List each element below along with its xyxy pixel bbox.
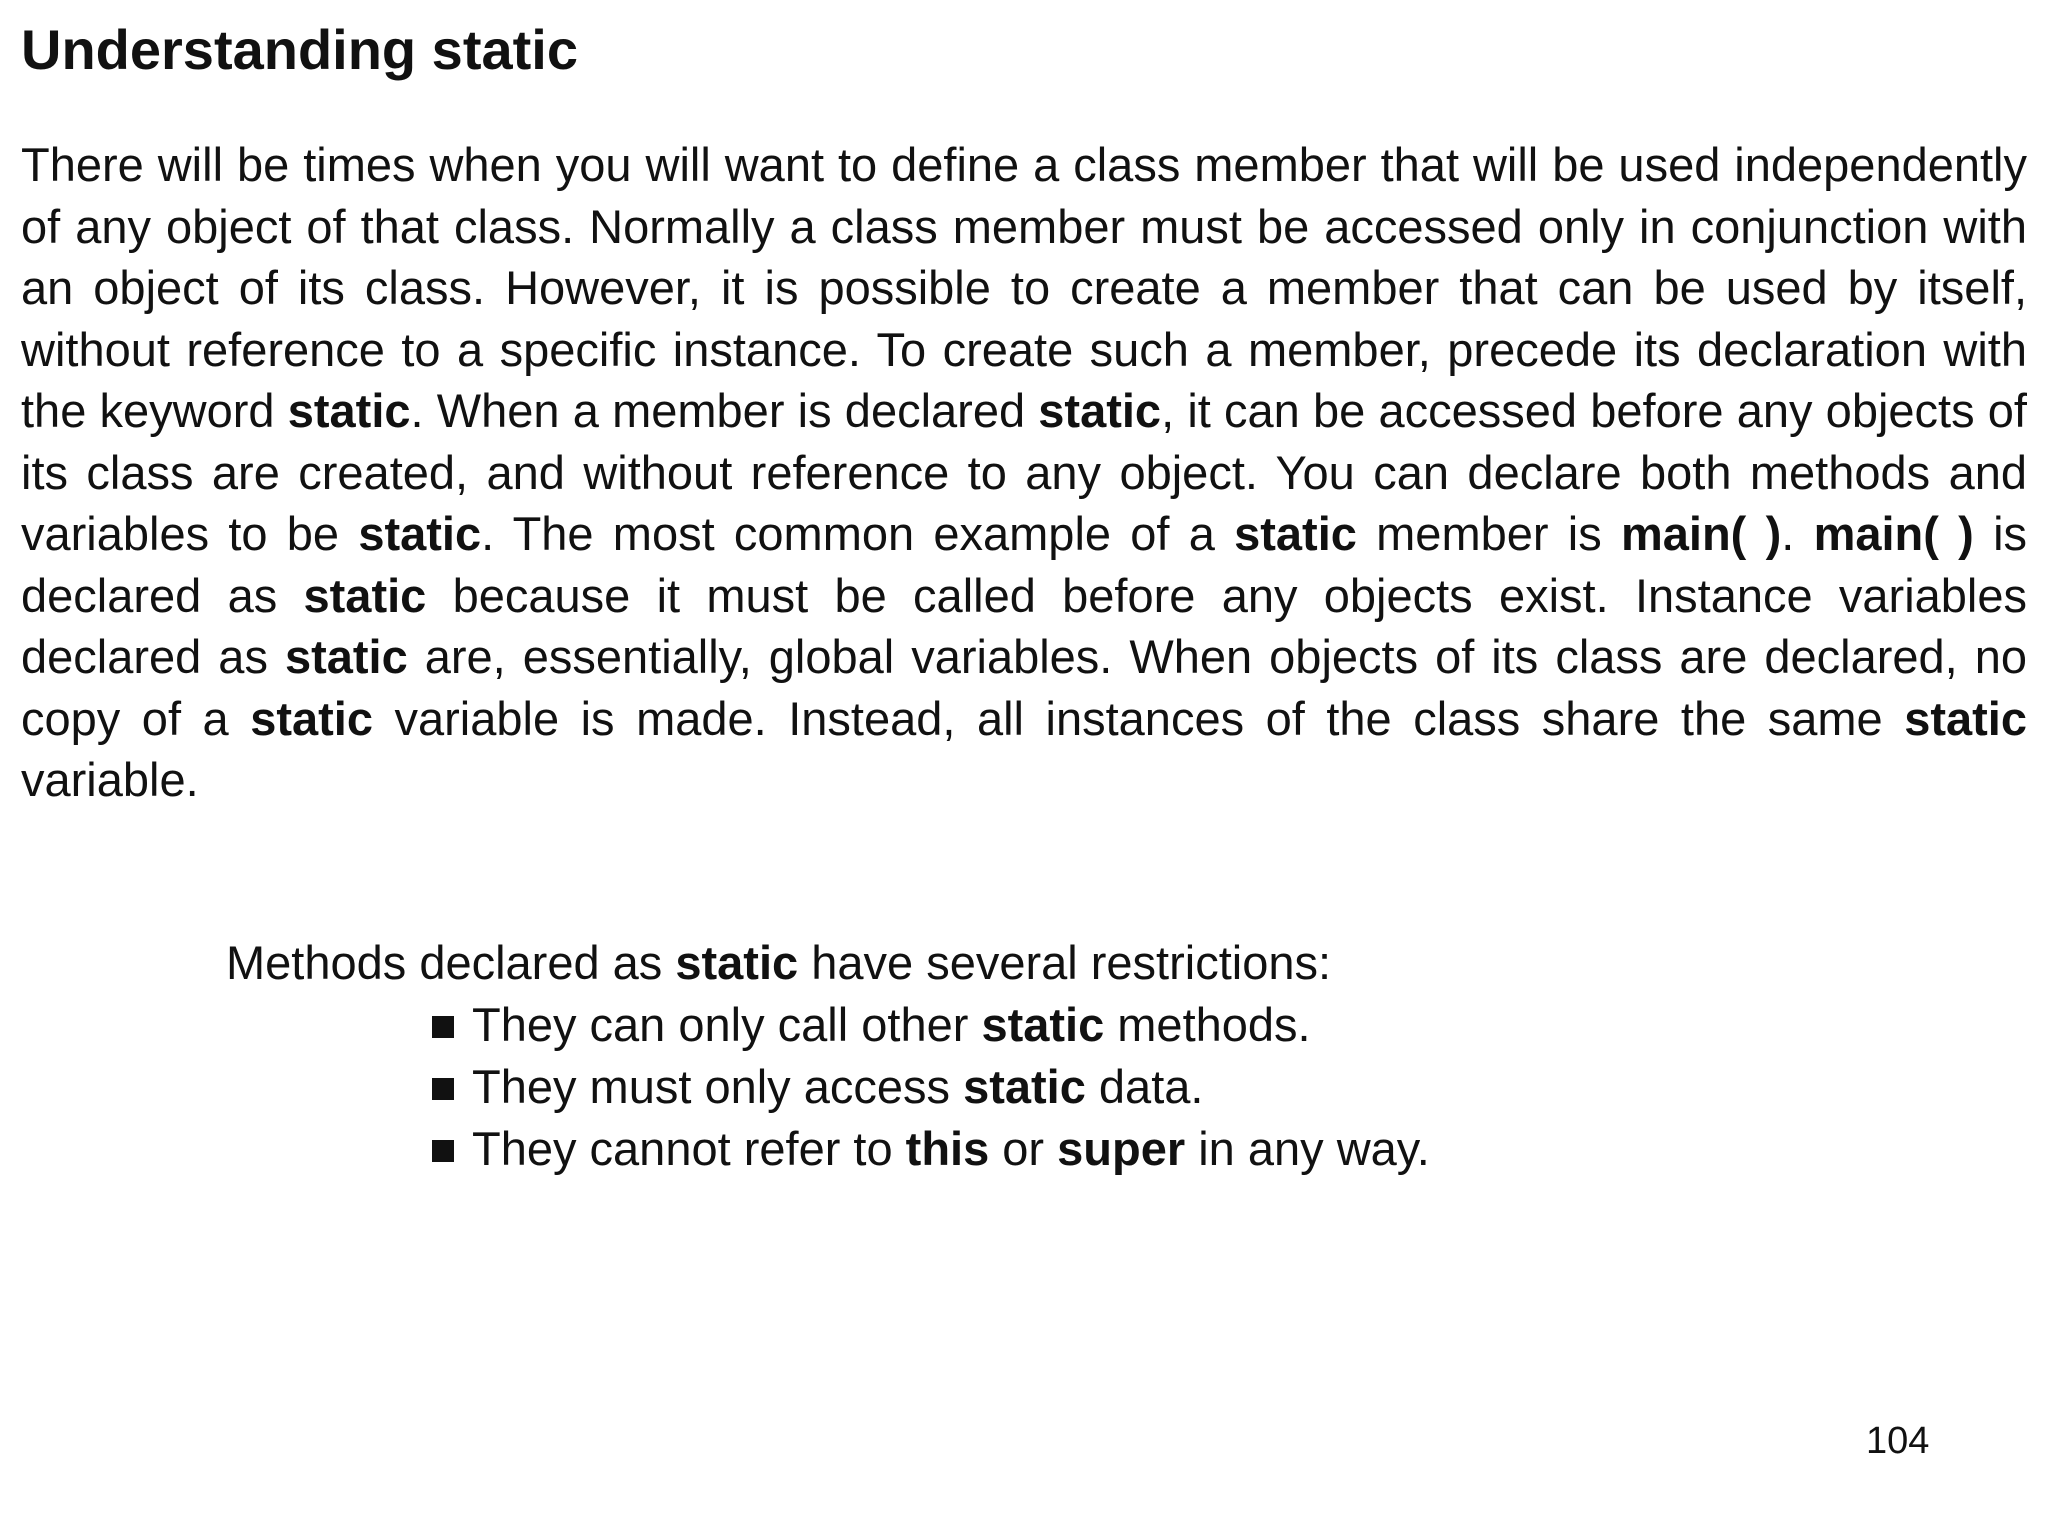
list-item bbox=[432, 1118, 1430, 1180]
paragraph-text: member is bbox=[1356, 507, 1621, 560]
restriction-keyword: static bbox=[963, 1060, 1086, 1113]
restriction-keyword: static bbox=[981, 998, 1105, 1051]
paragraph-text: because it must be called before any objects exist. Instance variables declared as bbox=[21, 568, 2028, 683]
body-paragraph bbox=[21, 134, 2027, 811]
paragraph-text: are, essentially, global variables. When objects of its class are declared, no copy of a bbox=[21, 630, 2027, 745]
paragraph-keyword: static bbox=[284, 630, 408, 683]
paragraph-text: . bbox=[1781, 507, 1814, 560]
restriction-text: or bbox=[989, 1122, 1058, 1175]
restrictions-list bbox=[432, 994, 1430, 1180]
paragraph-keyword: static bbox=[250, 691, 373, 745]
restriction-text: data. bbox=[1085, 1060, 1204, 1113]
paragraph-text: is declared as bbox=[21, 507, 2028, 622]
list-item bbox=[432, 1056, 1430, 1118]
page-title: Understanding static bbox=[21, 18, 578, 81]
paragraph-keyword: static bbox=[1038, 384, 1162, 437]
paragraph-keyword: static bbox=[358, 507, 482, 560]
paragraph-text: variable. bbox=[21, 753, 199, 806]
restriction-text: They must only access bbox=[472, 1060, 964, 1113]
paragraph-keyword: static bbox=[1904, 691, 2027, 745]
restriction-text: They cannot refer to bbox=[472, 1122, 906, 1175]
paragraph-keyword: static bbox=[287, 384, 411, 437]
paragraph-text: . The most common example of a bbox=[481, 507, 1235, 560]
list-item bbox=[432, 994, 1430, 1056]
square-bullet-icon bbox=[432, 1140, 454, 1162]
paragraph-text: , it can be accessed before any objects of its class are created, and without reference to any object. You can declare both methods and variables to be bbox=[21, 384, 2027, 560]
page-number: 104 bbox=[1866, 1420, 1930, 1462]
restrictions-intro-keyword: static bbox=[675, 936, 799, 989]
paragraph-keyword: main( ) bbox=[1620, 507, 1782, 560]
restrictions-intro bbox=[226, 932, 1331, 994]
restriction-text: They can only call other bbox=[472, 998, 982, 1051]
restriction-keyword: super bbox=[1057, 1122, 1186, 1175]
restriction-text: in any way. bbox=[1185, 1122, 1430, 1175]
paragraph-keyword: static bbox=[303, 568, 427, 622]
paragraph-text: . When a member is declared bbox=[410, 384, 1039, 437]
paragraph-keyword: static bbox=[1234, 507, 1357, 560]
paragraph-text: variable is made. Instead, all instances of the class share the same bbox=[372, 691, 1905, 745]
restrictions-intro-text: have several restrictions: bbox=[798, 936, 1332, 989]
paragraph-keyword: main( ) bbox=[1813, 507, 1974, 560]
restriction-text: methods. bbox=[1104, 998, 1311, 1051]
restrictions-intro-text: Methods declared as bbox=[226, 936, 676, 989]
restriction-keyword: this bbox=[905, 1122, 990, 1175]
square-bullet-icon bbox=[432, 1078, 454, 1100]
paragraph-text: There will be times when you will want to define a class member that will be used independently of any object of that class. Normally a class member must be accessed only in conjunction with an object of its class. However, it is possible to create a member that can be used by itself, without reference to a specific instance. To create such a member, precede its declaration with the keyword bbox=[21, 138, 2027, 437]
square-bullet-icon bbox=[432, 1016, 454, 1038]
